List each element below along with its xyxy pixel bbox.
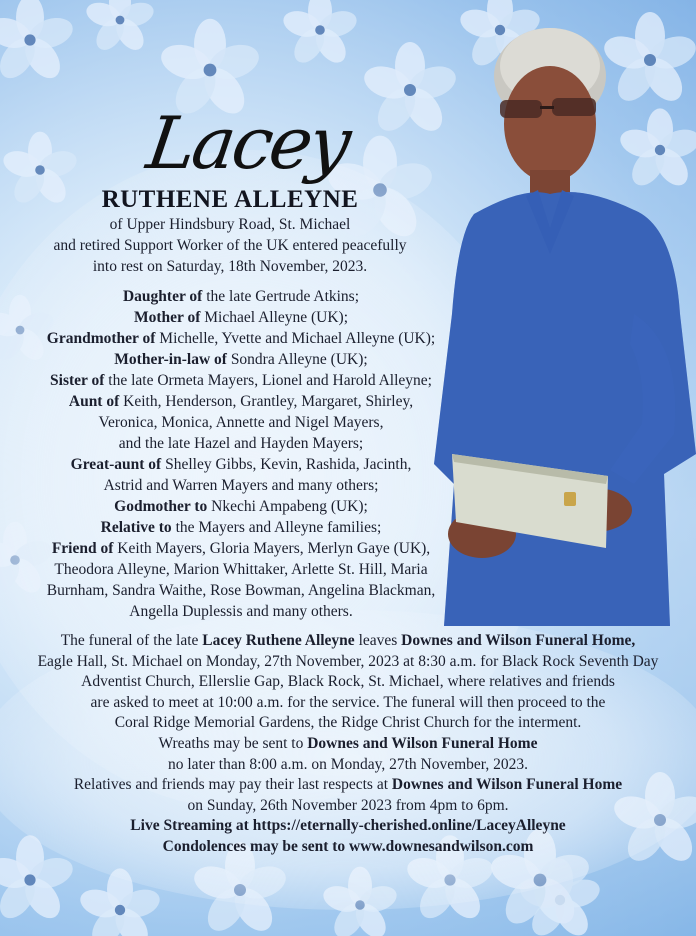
relation-line (0, 328, 482, 349)
relation-line (0, 433, 482, 454)
funeral-text: no later than 8:00 a.m. on Monday, 27th November, 2023. (168, 755, 528, 773)
relation-label: Daughter of (122, 288, 203, 305)
script-first-name: Lacey (142, 101, 354, 185)
relation-label: Grandmother of (46, 330, 156, 347)
relation-line (0, 517, 482, 538)
funeral-emphasis: Downes and Wilson Funeral Home, (401, 632, 636, 649)
relation-text: Burnham, Sandra Waithe, Rose Bowman, Angelina Blackman, (46, 582, 436, 599)
relation-label: Mother-in-law of (114, 351, 227, 368)
intro-line: of Upper Hindsbury Road, St. Michael (109, 216, 351, 233)
funeral-line (0, 672, 696, 693)
funeral-line (0, 816, 696, 837)
funeral-line (0, 796, 696, 817)
relation-line (0, 559, 482, 580)
relation-text: Angella Duplessis and many others. (129, 603, 353, 620)
deceased-full-name: RUTHENE ALLEYNE (101, 186, 359, 213)
relation-line (0, 454, 482, 475)
relation-text: the Mayers and Alleyne families; (171, 519, 382, 536)
relation-line (0, 475, 482, 496)
relation-text: Veronica, Monica, Annette and Nigel Mayers, (98, 414, 384, 431)
funeral-text: on Sunday, 26th November 2023 from 4pm to 6pm. (187, 796, 509, 814)
relation-line (0, 349, 482, 370)
relation-text: Astrid and Warren Mayers and many others; (103, 477, 379, 494)
relation-text: Keith, Henderson, Grantley, Margaret, Shirley, (119, 393, 414, 410)
funeral-line (0, 734, 696, 755)
relation-line (0, 496, 482, 517)
funeral-text: Adventist Church, Ellerslie Gap, Black Rock, St. Michael, where relatives and friends (81, 673, 615, 691)
relation-line (0, 601, 482, 622)
funeral-emphasis: Condolences may be sent to www.downesandwilson.com (162, 837, 534, 855)
funeral-line (0, 693, 696, 714)
funeral-emphasis: Live Streaming at https://eternally-cherished.online/LaceyAlleyne (130, 817, 566, 835)
funeral-line (0, 775, 696, 796)
intro-line: into rest on Saturday, 18th November, 2023. (92, 258, 368, 275)
relation-label: Relative to (100, 519, 172, 536)
relation-label: Sister of (50, 372, 105, 389)
relation-text: Michael Alleyne (UK); (200, 309, 349, 326)
relation-text: Keith Mayers, Gloria Mayers, Merlyn Gaye (UK), (113, 540, 431, 557)
funeral-emphasis: Downes and Wilson Funeral Home (307, 734, 538, 752)
relation-line (0, 286, 482, 307)
relation-line (0, 580, 482, 601)
relation-line (0, 412, 482, 433)
relation-label: Aunt of (68, 393, 120, 410)
relation-text: Michelle, Yvette and Michael Alleyne (UK); (155, 330, 436, 347)
relation-text: Shelley Gibbs, Kevin, Rashida, Jacinth, (161, 456, 412, 473)
funeral-emphasis: Downes and Wilson Funeral Home (391, 776, 623, 794)
relations-list (0, 286, 482, 622)
funeral-text: Coral Ridge Memorial Gardens, the Ridge Christ Church for the interment. (114, 714, 582, 732)
funeral-line (0, 652, 696, 673)
relation-text: the late Ormeta Mayers, Lionel and Harold Alleyne; (104, 372, 432, 389)
relation-text: Nkechi Ampabeng (UK); (207, 498, 368, 515)
relation-line (0, 391, 482, 412)
relation-line (0, 370, 482, 391)
relation-text: and the late Hazel and Hayden Mayers; (118, 435, 364, 452)
funeral-text: Relatives and friends may pay their last respects at (73, 776, 392, 794)
funeral-arrangements (0, 631, 696, 858)
funeral-text: Eagle Hall, St. Michael on Monday, 27th November, 2023 at 8:30 a.m. for Black Rock Seventh Day (37, 652, 659, 670)
relation-text: the late Gertrude Atkins; (202, 288, 360, 305)
relation-text: Sondra Alleyne (UK); (226, 351, 368, 368)
funeral-text: The funeral of the late (60, 632, 203, 649)
funeral-line (0, 755, 696, 776)
funeral-emphasis: Lacey Ruthene Alleyne (202, 632, 355, 649)
relation-line (0, 307, 482, 328)
funeral-line (0, 631, 696, 652)
funeral-line (0, 713, 696, 734)
intro-paragraph (0, 214, 460, 277)
relation-label: Great-aunt of (70, 456, 162, 473)
relation-label: Mother of (133, 309, 201, 326)
funeral-line (0, 837, 696, 858)
relation-label: Godmother to (114, 498, 208, 515)
funeral-text: leaves (354, 632, 402, 649)
relation-line (0, 538, 482, 559)
relation-text: Theodora Alleyne, Marion Whittaker, Arlette St. Hill, Maria (54, 561, 428, 578)
relation-label: Friend of (51, 540, 114, 557)
funeral-text: are asked to meet at 10:00 a.m. for the service. The funeral will then proceed to the (90, 693, 606, 711)
intro-line: and retired Support Worker of the UK entered peacefully (53, 237, 407, 254)
funeral-text: Wreaths may be sent to (158, 734, 308, 752)
